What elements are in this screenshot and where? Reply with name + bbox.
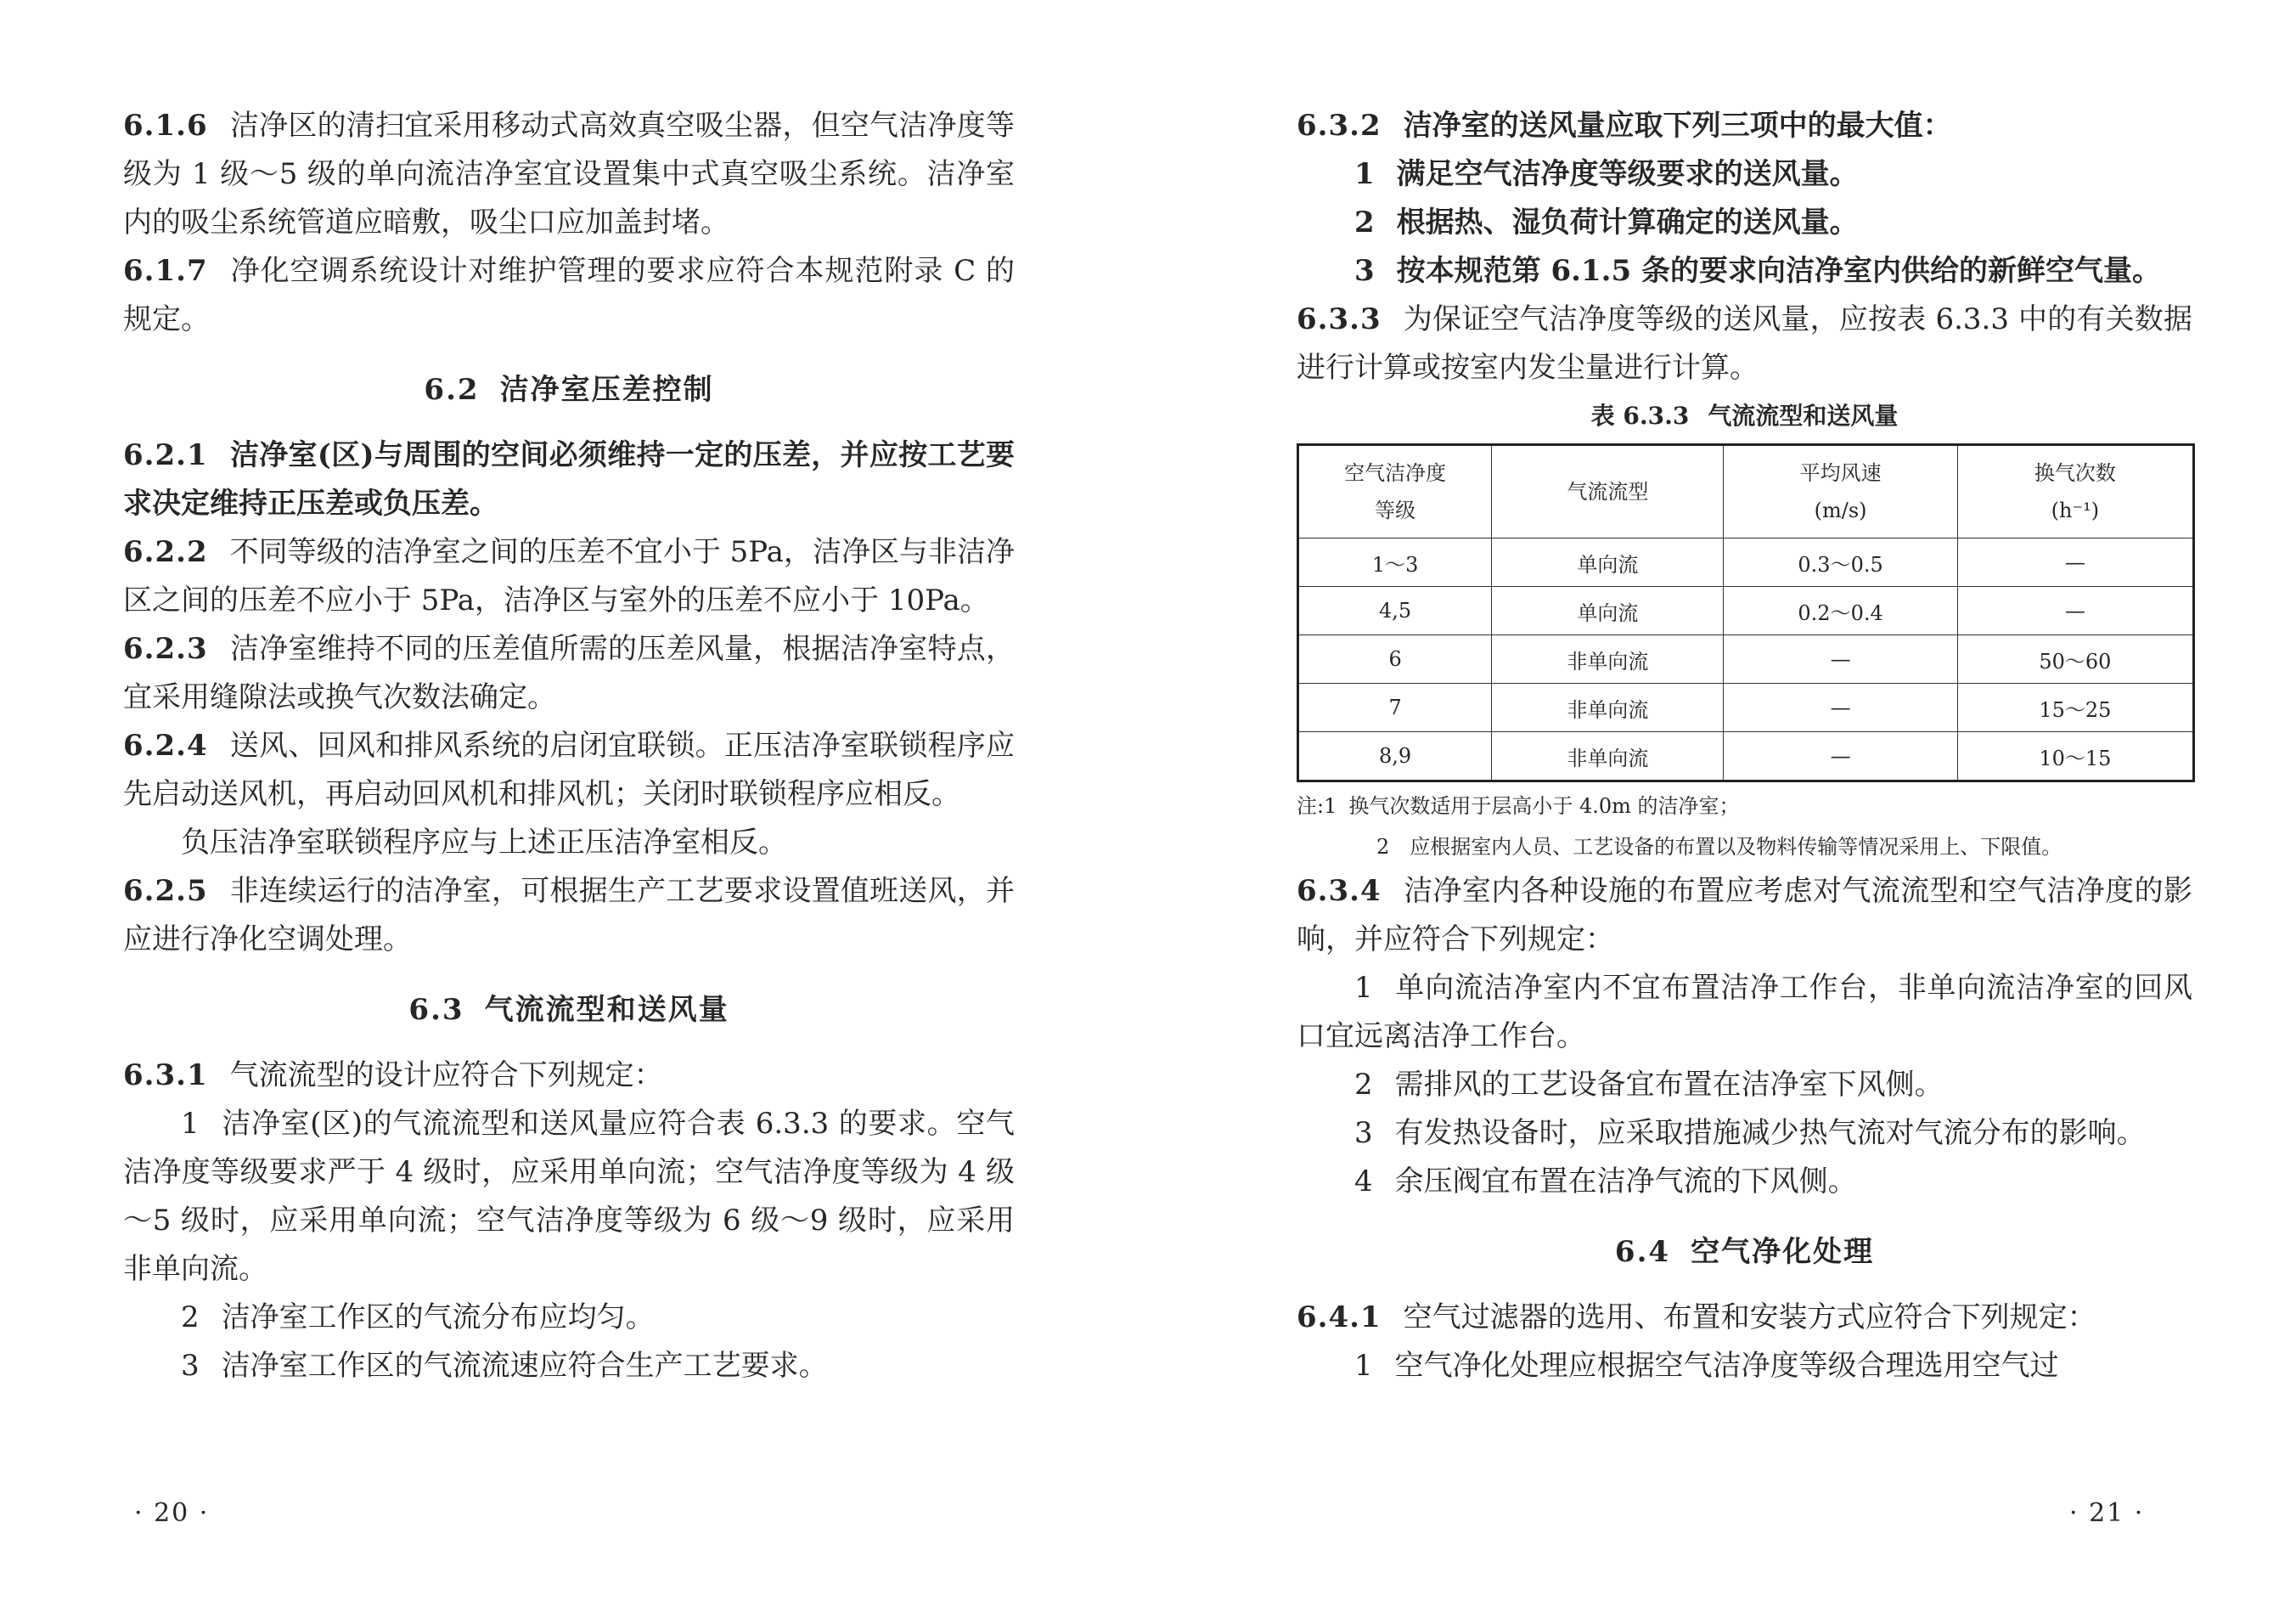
item-text: 洁净室工作区的气流分布应均匀。	[221, 1300, 655, 1334]
section-number: 6.4	[1614, 1235, 1671, 1269]
table-cell: —	[1724, 684, 1957, 732]
section-title: 洁净室压差控制	[499, 373, 714, 407]
clause-number: 6.2.2	[123, 535, 208, 569]
clause-6-2-4-continuation: 负压洁净室联锁程序应与上述正压洁净室相反。	[181, 826, 787, 860]
table-title: 气流流型和送风量	[1708, 402, 1899, 430]
clause-6-3-1-item-2	[123, 1294, 1015, 1342]
table-number: 表 6.3.3	[1590, 402, 1690, 430]
clause-number: 6.2.1	[123, 438, 208, 472]
table-cell: 50～60	[1957, 635, 2193, 684]
clause-text: 非连续运行的洁净室，可根据生产工艺要求设置值班送风，并应进行净化空调处理。	[123, 874, 1015, 956]
clause-number: 6.2.4	[123, 729, 208, 763]
item-number: 3	[1354, 254, 1375, 288]
clause-6-2-5	[123, 867, 1015, 964]
item-text: 余压阀宜布置在洁净气流的下风侧。	[1394, 1164, 1857, 1198]
clause-6-3-2-item-3	[1297, 247, 2192, 296]
note-label: 2	[1376, 835, 1390, 859]
clause-6-3-4-item-4	[1297, 1158, 2192, 1206]
table-caption	[1297, 398, 2192, 435]
table-cell: 非单向流	[1492, 684, 1724, 732]
clause-number: 6.3.1	[123, 1058, 208, 1092]
table-row	[1298, 732, 2194, 781]
item-text: 空气净化处理应根据空气洁净度等级合理选用空气过	[1394, 1349, 2059, 1383]
item-number: 2	[181, 1300, 200, 1334]
clause-6-2-2	[123, 528, 1015, 625]
table-notes	[1297, 786, 2192, 867]
clause-6-3-2-item-2	[1297, 199, 2192, 247]
item-number: 3	[181, 1349, 200, 1383]
clause-text: 不同等级的洁净室之间的压差不宜小于 5Pa，洁净区与非洁净区之间的压差不应小于 5Pa，洁净区与室外的压差不应小于 10Pa。	[123, 535, 1015, 617]
clause-number: 6.3.3	[1297, 302, 1382, 336]
section-heading-6-3	[123, 986, 1015, 1035]
table-cell: 6	[1298, 635, 1492, 684]
item-number: 2	[1354, 1068, 1373, 1102]
table-row	[1298, 587, 2194, 635]
note-label: 注:1	[1297, 794, 1337, 818]
clause-text: 气流流型的设计应符合下列规定：	[229, 1058, 663, 1092]
item-text: 单向流洁净室内不宜布置洁净工作台，非单向流洁净室的回风口宜远离洁净工作台。	[1297, 971, 2192, 1053]
left-page-body	[123, 102, 1015, 1390]
section-heading-6-4	[1297, 1228, 2192, 1277]
clause-6-3-4-item-2	[1297, 1061, 2192, 1109]
item-text: 满足空气洁净度等级要求的送风量。	[1396, 157, 1859, 191]
table-cell: 10～15	[1957, 732, 2193, 781]
clause-text: 净化空调系统设计对维护管理的要求应符合本规范附录 C 的规定。	[123, 254, 1015, 336]
table-row	[1298, 635, 2194, 684]
clause-text: 洁净室(区)与周围的空间必须维持一定的压差，并应按工艺要求决定维持正压差或负压差。	[123, 438, 1015, 521]
clause-6-2-3	[123, 625, 1015, 722]
item-text: 需排风的工艺设备宜布置在洁净室下风侧。	[1394, 1068, 1944, 1102]
clause-6-3-1	[123, 1052, 1015, 1100]
table-cell: —	[1957, 587, 2193, 635]
table-note-2	[1297, 826, 2192, 867]
clause-6-3-4-item-3	[1297, 1109, 2192, 1158]
table-header-row	[1298, 445, 2194, 539]
clause-6-2-4	[123, 722, 1015, 819]
section-title: 空气净化处理	[1691, 1235, 1875, 1269]
column-header-avg-velocity: 平均风速 (m/s)	[1724, 445, 1957, 539]
item-number: 1	[1354, 1349, 1373, 1383]
table-cell: 单向流	[1492, 587, 1724, 635]
section-number: 6.2	[424, 373, 480, 407]
table-cell: 4,5	[1298, 587, 1492, 635]
item-number: 3	[1354, 1116, 1373, 1150]
item-text: 根据热、湿负荷计算确定的送风量。	[1396, 206, 1859, 240]
table-cell: 非单向流	[1492, 732, 1724, 781]
clause-text: 空气过滤器的选用、布置和安装方式应符合下列规定：	[1403, 1300, 2096, 1334]
airflow-table	[1297, 443, 2195, 782]
clause-number: 6.2.5	[123, 874, 208, 908]
clause-6-3-1-item-3	[123, 1342, 1015, 1390]
table-row	[1298, 684, 2194, 732]
item-text: 洁净室(区)的气流流型和送风量应符合表 6.3.3 的要求。空气洁净度等级要求严于 4 级时，应采用单向流；空气洁净度等级为 4 级～5 级时，应采用单向流；空气洁净度等级为 6 级～9 级时，应采用非单向流。	[123, 1107, 1015, 1286]
clause-number: 6.2.3	[123, 632, 208, 666]
clause-text: 洁净室的送风量应取下列三项中的最大值：	[1403, 109, 1952, 143]
section-heading-6-2	[123, 366, 1015, 414]
section-number: 6.3	[408, 993, 464, 1027]
clause-6-1-6	[123, 102, 1015, 247]
clause-text: 洁净室维持不同的压差值所需的压差风量，根据洁净室特点，宜采用缝隙法或换气次数法确定。	[123, 632, 1015, 714]
item-text: 有发热设备时，应采取措施减少热气流对气流分布的影响。	[1394, 1116, 2146, 1150]
right-page-body	[1297, 102, 2192, 1390]
table-row	[1298, 539, 2194, 587]
table-cell: 8,9	[1298, 732, 1492, 781]
item-text: 洁净室工作区的气流流速应符合生产工艺要求。	[221, 1349, 828, 1383]
clause-6-2-1	[123, 431, 1015, 528]
table-cell: 7	[1298, 684, 1492, 732]
table-cell: 1～3	[1298, 539, 1492, 587]
clause-6-1-7	[123, 247, 1015, 344]
note-text: 换气次数适用于层高小于 4.0m 的洁净室；	[1348, 794, 1740, 818]
page-number: · 20 ·	[134, 1498, 210, 1528]
clause-text: 洁净室内各种设施的布置应考虑对气流流型和空气洁净度的影响，并应符合下列规定：	[1297, 874, 2192, 956]
clause-number: 6.4.1	[1297, 1300, 1382, 1334]
item-text: 按本规范第 6.1.5 条的要求向洁净室内供给的新鲜空气量。	[1396, 254, 2161, 288]
column-header-flow-type: 气流流型	[1492, 445, 1724, 539]
table-cell: —	[1724, 732, 1957, 781]
page-number: · 21 ·	[2069, 1498, 2145, 1528]
clause-6-4-1-item-1	[1297, 1342, 2192, 1390]
clause-text: 洁净区的清扫宜采用移动式高效真空吸尘器，但空气洁净度等级为 1 级～5 级的单向流洁净室宜设置集中式真空吸尘系统。洁净室内的吸尘系统管道应暗敷，吸尘口应加盖封堵。	[123, 109, 1015, 240]
item-number: 2	[1354, 206, 1375, 240]
clause-number: 6.3.2	[1297, 109, 1382, 143]
item-number: 4	[1354, 1164, 1373, 1198]
clause-text: 送风、回风和排风系统的启闭宜联锁。正压洁净室联锁程序应先启动送风机，再启动回风机和排风机；关闭时联锁程序应相反。	[123, 729, 1015, 811]
clause-6-3-1-item-1	[123, 1100, 1015, 1294]
column-header-cleanliness-class: 空气洁净度 等级	[1298, 445, 1492, 539]
item-number: 1	[181, 1107, 200, 1141]
table-cell: 非单向流	[1492, 635, 1724, 684]
clause-6-3-4-item-1	[1297, 964, 2192, 1061]
column-header-air-changes: 换气次数 (h⁻¹)	[1957, 445, 2193, 539]
table-cell: 0.2～0.4	[1724, 587, 1957, 635]
section-title: 气流流型和送风量	[484, 993, 729, 1027]
table-cell: —	[1957, 539, 2193, 587]
table-cell: —	[1724, 635, 1957, 684]
clause-text: 为保证空气洁净度等级的送风量，应按表 6.3.3 中的有关数据进行计算或按室内发尘量进行计算。	[1297, 302, 2192, 385]
clause-6-4-1	[1297, 1294, 2192, 1342]
clause-number: 6.3.4	[1297, 874, 1382, 908]
clause-6-3-2	[1297, 102, 2192, 150]
item-number: 1	[1354, 971, 1373, 1005]
clause-number: 6.1.7	[123, 254, 208, 288]
clause-6-3-2-item-1	[1297, 150, 2192, 199]
clause-number: 6.1.6	[123, 109, 208, 143]
item-number: 1	[1354, 157, 1375, 191]
table-cell: 0.3～0.5	[1724, 539, 1957, 587]
table-cell: 单向流	[1492, 539, 1724, 587]
right-page	[1148, 0, 2296, 1624]
clause-6-3-4	[1297, 867, 2192, 964]
clause-6-3-3	[1297, 296, 2192, 392]
table-cell: 15～25	[1957, 684, 2193, 732]
table-note-1	[1297, 786, 2192, 826]
note-text: 应根据室内人员、工艺设备的布置以及物料传输等情况采用上、下限值。	[1410, 835, 2062, 859]
